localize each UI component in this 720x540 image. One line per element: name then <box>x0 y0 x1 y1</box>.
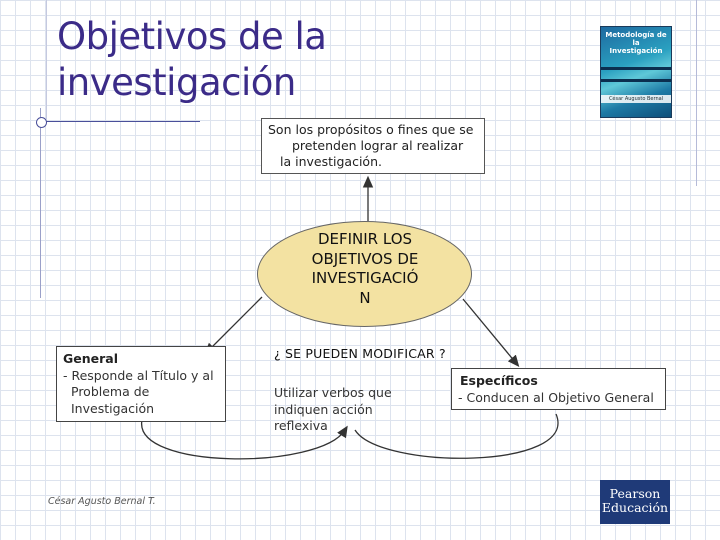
specific-heading: Específicos <box>460 373 538 388</box>
general-line-3: Investigación <box>71 400 155 416</box>
general-line-2: Problema de <box>71 384 150 399</box>
arrow-to-general <box>208 297 262 351</box>
general-line-1: - Responde al Título y al <box>63 367 214 383</box>
specific-objectives-box <box>451 368 666 410</box>
pearson-logo-line-1: Pearson <box>609 486 661 501</box>
definition-line-3: la investigación. <box>280 154 382 169</box>
general-objective-box <box>56 346 226 422</box>
specific-line-1: - Conducen al Objetivo General <box>458 389 654 405</box>
book-cover-title: Metodología de la Investigación <box>605 31 667 55</box>
book-cover-author: César Augusto Bernal <box>608 96 664 102</box>
pearson-logo <box>600 480 670 524</box>
pearson-logo-line-2: Educación <box>601 500 669 515</box>
definition-line-2: pretenden lograr al realizar <box>292 138 464 153</box>
arrow-to-specific <box>463 299 516 363</box>
center-ellipse-text: DEFINIR LOS OBJETIVOS DE INVESTIGACIÓ N <box>311 230 419 307</box>
modify-question: ¿ SE PUEDEN MODIFICAR ? <box>274 346 446 361</box>
definition-line-1: Son los propósitos o fines que se <box>268 122 474 137</box>
verbs-text: Utilizar verbos que indiquen acción reflexiva <box>274 385 392 433</box>
general-heading: General <box>63 351 118 366</box>
author-credit: César Agusto Bernal T. <box>48 496 156 507</box>
slide-title: Objetivos de la investigación <box>57 15 327 104</box>
